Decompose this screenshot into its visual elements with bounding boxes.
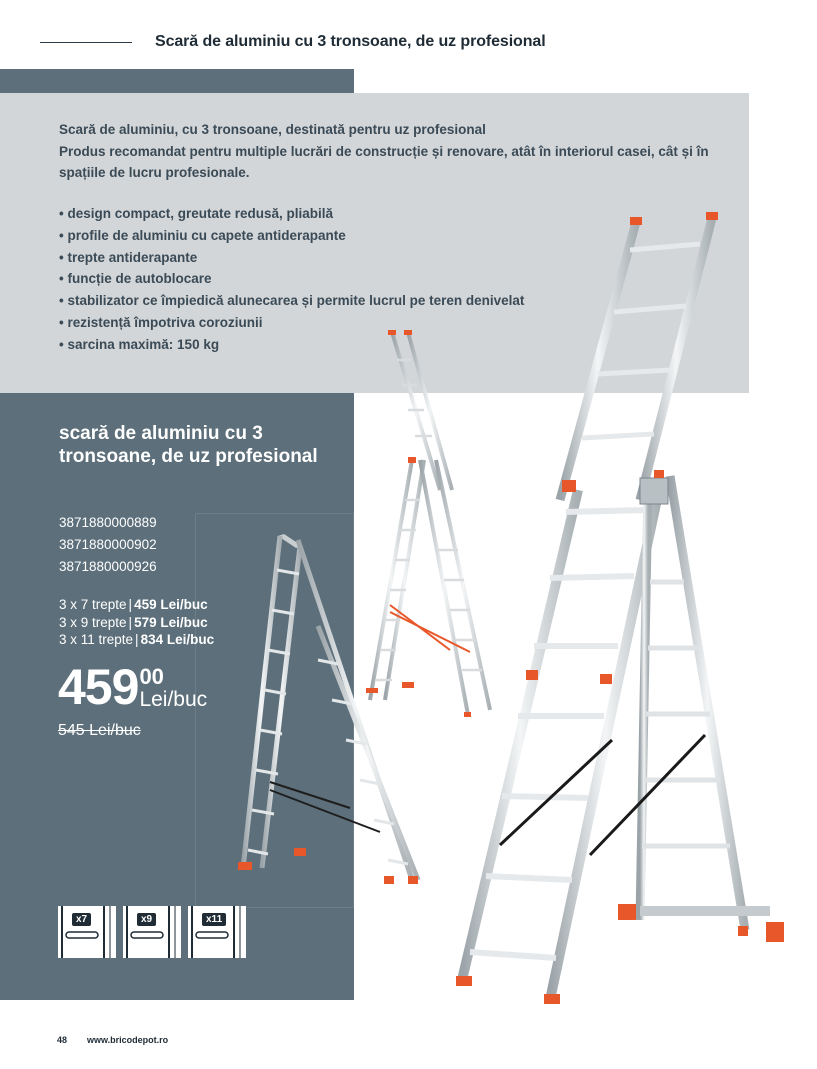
old-price: 545 Lei/buc (58, 722, 141, 739)
step-count-label: x11 (202, 913, 226, 926)
variant-row (59, 631, 214, 649)
product-code: 3871880000926 (59, 559, 157, 574)
page-title: Scară de aluminiu cu 3 tronsoane, de uz profesional (155, 33, 546, 50)
large-ladder (456, 212, 784, 1004)
variant-separator: | (135, 632, 139, 647)
feature-item: • design compact, greutate redusă, pliabilă (59, 203, 699, 225)
variant-separator: | (128, 614, 133, 630)
description-line-1: Scară de aluminiu, cu 3 tronsoane, destinată pentru uz profesional (59, 122, 486, 137)
variant-label: 3 x 9 trepte (59, 614, 127, 630)
step-count-label: x9 (137, 913, 156, 926)
price-unit: Lei/buc (139, 688, 208, 711)
variant-list (59, 596, 214, 649)
feature-item: • rezistență împotriva coroziunii (59, 312, 699, 334)
feature-item: • funcție de autoblocare (59, 268, 699, 290)
price-tag (58, 660, 207, 714)
product-name: scară de aluminiu cu 3 tronsoane, de uz profesional (59, 423, 318, 467)
step-icons (58, 906, 246, 958)
variant-price: 834 Lei/buc (140, 632, 215, 647)
medium-ladder (366, 330, 490, 717)
product-code: 3871880000889 (59, 515, 157, 530)
page-number: 48 (57, 1035, 68, 1045)
variant-price: 459 Lei/buc (134, 597, 208, 612)
price-integer: 459 (58, 659, 139, 715)
variant-separator: | (128, 597, 133, 612)
variant-label: 3 x 7 trepte (59, 597, 127, 612)
variant-price: 579 Lei/buc (134, 614, 208, 630)
step-icon-7 (58, 906, 116, 958)
step-icon-9 (123, 906, 181, 958)
product-codes (59, 512, 157, 578)
variant-row (59, 614, 214, 632)
product-code: 3871880000902 (59, 537, 157, 552)
step-icon-11 (188, 906, 246, 958)
feature-item: • profile de aluminiu cu capete antiderapante (59, 225, 699, 247)
feature-item: • trepte antiderapante (59, 247, 699, 269)
step-count-label: x7 (72, 913, 91, 926)
variant-label: 3 x 11 trepte (59, 632, 134, 647)
description-line-2: Produs recomandat pentru multiple lucrări de construcție și renovare, atât în interiorul casei, cât și în spațiile de lucru profesionale. (59, 143, 709, 180)
feature-item: • stabilizator ce împiedică alunecarea și permite lucrul pe teren denivelat (59, 290, 699, 312)
variant-row (59, 596, 214, 614)
price-decimals: 00 (139, 664, 164, 689)
website-link[interactable]: www.bricodepot.ro (87, 1035, 169, 1045)
feature-item: • sarcina maximă: 150 kg (59, 334, 699, 356)
